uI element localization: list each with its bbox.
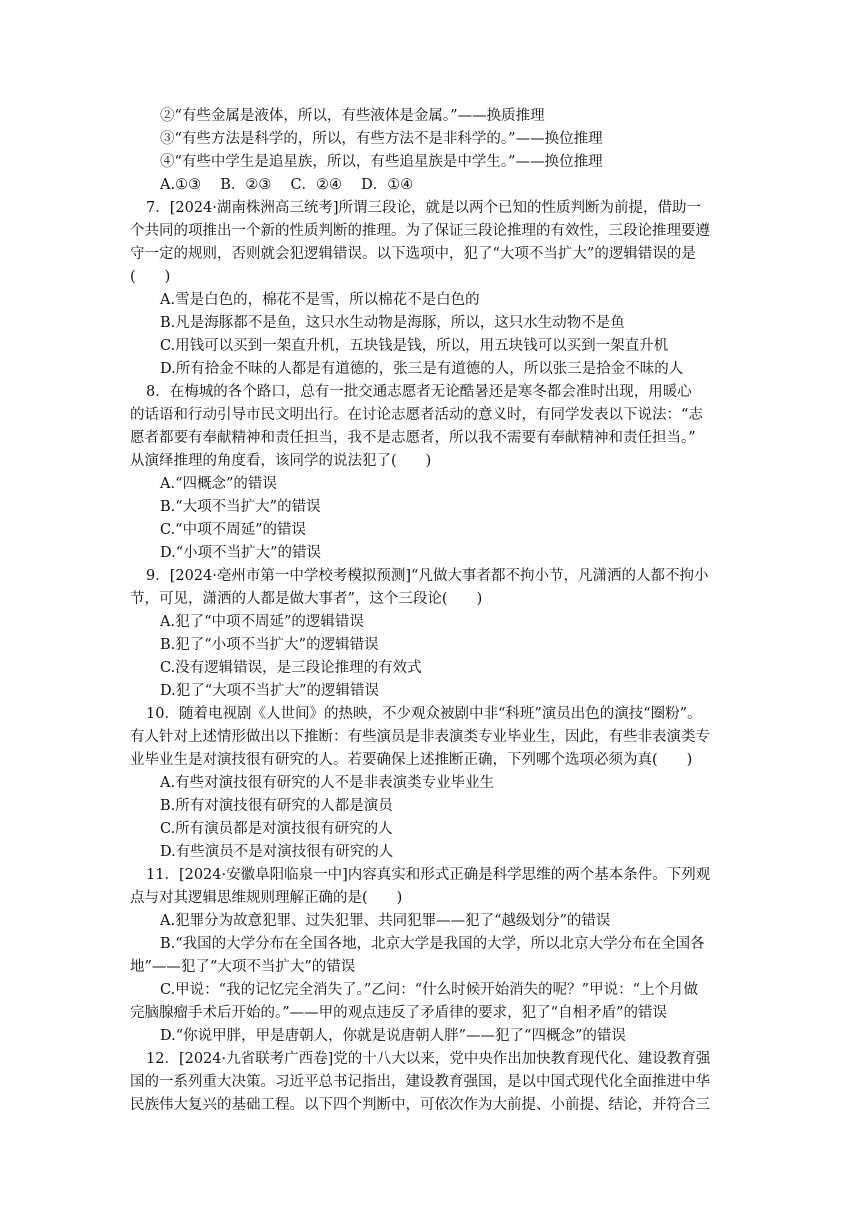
q7-option-d: D.所有拾金不昧的人都是有道德的，张三是有道德的人，所以张三是拾金不昧的人 bbox=[160, 361, 684, 377]
q7-option-c: C.用钱可以买到一架直升机，五块钱是钱，所以，用五块钱可以买到一架直升机 bbox=[160, 338, 669, 354]
q8-option-c: C.“中项不周延”的错误 bbox=[160, 522, 307, 538]
q8-stem-line-3: 愿者都要有奉献精神和责任担当，我不是志愿者，所以我不需要有奉献精神和责任担当。” bbox=[130, 430, 696, 446]
q10-stem-line-1: 10．随着电视剧《人世间》的热映，不少观众被剧中非“科班”演员出色的演技“圈粉”。 bbox=[146, 706, 702, 722]
q7-stem-line-3: 守一定的规则，否则就会犯逻辑错误。以下选项中，犯了“大项不当扩大”的逻辑错误的是 bbox=[130, 246, 696, 262]
q7-option-a: A.雪是白色的，棉花不是雪，所以棉花不是白色的 bbox=[160, 292, 480, 308]
q11-option-c-line-1: C.甲说：“我的记忆完全消失了。”乙问：“什么时候开始消失的呢？”甲说：“上个月做 bbox=[160, 982, 698, 998]
q8-stem-line-2: 的话语和行动引导市民文明出行。在讨论志愿者活动的意义时，有同学发表以下说法：“志 bbox=[130, 407, 703, 423]
q10-stem-line-2: 有人针对上述情形做出以下推断：有些演员是非表演类专业毕业生，因此，有些非表演类专 bbox=[130, 729, 710, 745]
q11-option-c-line-2: 完脑腺瘤手术后开始的。”——甲的观点违反了矛盾律的要求，犯了“自相矛盾”的错误 bbox=[130, 1005, 667, 1021]
q11-stem-line-2: 点与对其逻辑思维规则理解正确的是( ) bbox=[130, 890, 403, 906]
q9-option-b: B.犯了“小项不当扩大”的逻辑错误 bbox=[160, 637, 379, 653]
q6-choices: A.①③ B．②③ C．②④ D．①④ bbox=[160, 177, 414, 193]
q8-option-a: A.“四概念”的错误 bbox=[160, 476, 277, 492]
q12-stem-line-2: 国的一系列重大决策。习近平总书记指出，建设教育强国，是以中国式现代化全面推进中华 bbox=[130, 1074, 710, 1090]
q7-option-b: B.凡是海豚都不是鱼，这只水生动物是海豚，所以，这只水生动物不是鱼 bbox=[160, 315, 625, 331]
q6-item-4: ④“有些中学生是追星族，所以，有些追星族是中学生。”——换位推理 bbox=[160, 154, 603, 170]
q9-option-d: D.犯了“大项不当扩大”的逻辑错误 bbox=[160, 683, 380, 699]
q9-stem-line-2: 节，可见，潇洒的人都是做大事者”，这个三段论( ) bbox=[130, 591, 483, 607]
q6-item-3: ③“有些方法是科学的，所以，有些方法不是非科学的。”——换位推理 bbox=[160, 131, 603, 147]
q12-stem-line-3: 民族伟大复兴的基础工程。以下四个判断中，可依次作为大前提、小前提、结论，并符合三 bbox=[130, 1097, 710, 1113]
q9-stem-line-1: 9．[2024·亳州市第一中学校考模拟预测]“凡做大事者都不拘小节，凡潇洒的人都不拘小 bbox=[146, 568, 709, 584]
q11-option-b-line-2: 地”——犯了“大项不当扩大”的错误 bbox=[130, 959, 356, 975]
q9-option-a: A.犯了“中项不周延”的逻辑错误 bbox=[160, 614, 364, 630]
q10-option-a: A.有些对演技很有研究的人不是非表演类专业毕业生 bbox=[160, 775, 495, 791]
q11-option-a: A.犯罪分为故意犯罪、过失犯罪、共同犯罪——犯了“越级划分”的错误 bbox=[160, 913, 611, 929]
q11-option-b-line-1: B.“我国的大学分布在全国各地，北京大学是我国的大学，所以北京大学分布在全国各 bbox=[160, 936, 705, 952]
q10-option-d: D.有些演员不是对演技很有研究的人 bbox=[160, 844, 394, 860]
q8-option-d: D.“小项不当扩大”的错误 bbox=[160, 545, 322, 561]
q12-stem-line-1: 12．[2024·九省联考广西卷]党的十八大以来，党中央作出加快教育现代化、建设教育强 bbox=[146, 1051, 711, 1067]
q7-stem-line-2: 个共同的项推出一个新的性质判断的推理。为了保证三段论推理的有效性，三段论推理要遵 bbox=[130, 223, 710, 239]
q10-option-c: C.所有演员都是对演技很有研究的人 bbox=[160, 821, 393, 837]
q11-option-d: D.“你说甲胖，甲是唐朝人，你就是说唐朝人胖”——犯了“四概念”的错误 bbox=[160, 1028, 626, 1044]
q10-stem-line-3: 业毕业生是对演技很有研究的人。若要确保上述推断正确，下列哪个选项必须为真( ) bbox=[130, 752, 693, 768]
q8-stem-line-1: 8．在梅城的各个路口，总有一批交通志愿者无论酷暑还是寒冬都会准时出现，用暖心 bbox=[146, 384, 692, 400]
q7-stem-line-4: ( ) bbox=[130, 269, 171, 285]
q10-option-b: B.所有对演技很有研究的人都是演员 bbox=[160, 798, 393, 814]
q8-option-b: B.“大项不当扩大”的错误 bbox=[160, 499, 321, 515]
q8-stem-line-4: 从演绎推理的角度看，该同学的说法犯了( ) bbox=[130, 453, 432, 469]
q6-item-2: ②“有些金属是液体，所以，有些液体是金属。”——换质推理 bbox=[160, 108, 545, 124]
q7-stem-line-1: 7．[2024·湖南株洲高三统考]所谓三段论，就是以两个已知的性质判断为前提，借助一 bbox=[146, 200, 702, 216]
q11-stem-line-1: 11．[2024·安徽阜阳临泉一中]内容真实和形式正确是科学思维的两个基本条件。下列观 bbox=[146, 867, 711, 883]
q9-option-c: C.没有逻辑错误，是三段论推理的有效式 bbox=[160, 660, 422, 676]
